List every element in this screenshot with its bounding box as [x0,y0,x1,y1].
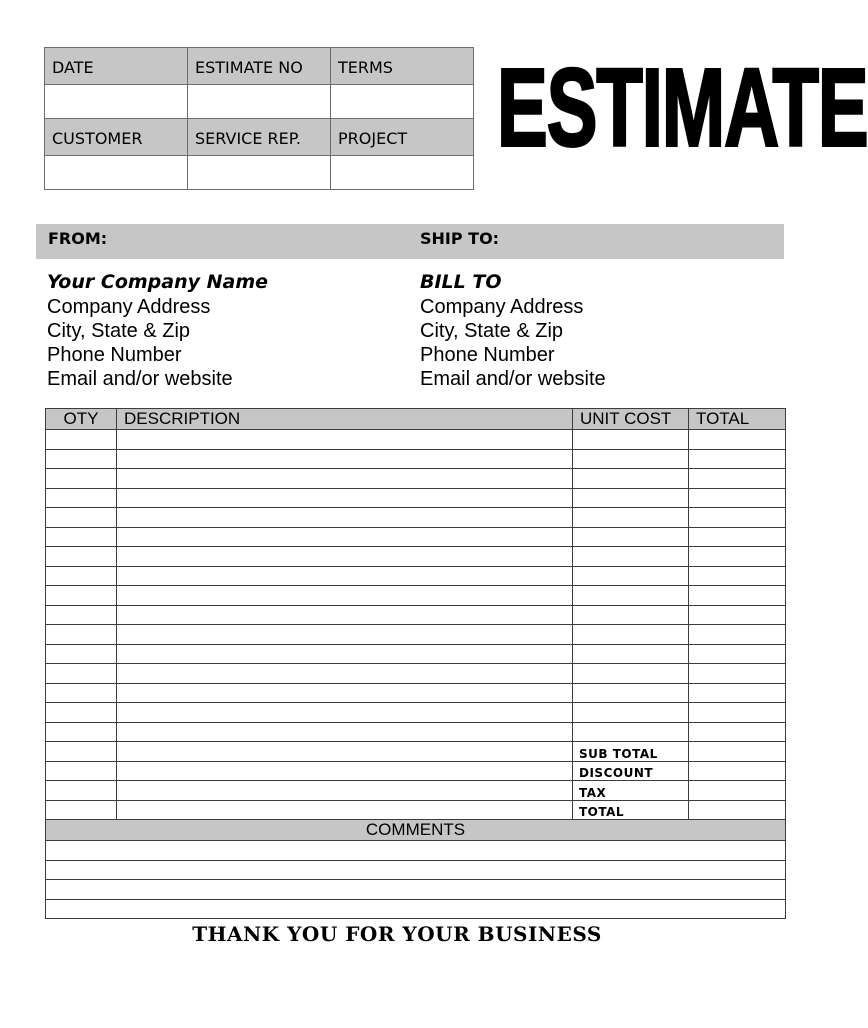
total-cell[interactable] [689,644,786,664]
table-row [46,469,786,489]
qty-cell[interactable] [46,469,117,489]
unit-cost-cell[interactable] [573,683,689,703]
description-cell[interactable] [117,703,573,723]
address-header-band [36,224,784,259]
total-cell[interactable] [689,703,786,723]
unit-cost-cell[interactable] [573,508,689,528]
info-value-row-2 [45,156,474,190]
service-rep-label: SERVICE REP. [188,119,331,156]
description-cell[interactable] [117,488,573,508]
total-cell[interactable] [689,742,786,762]
table-row [46,566,786,586]
unit-cost-cell[interactable] [573,430,689,450]
description-cell[interactable] [117,586,573,606]
unit-cost-cell[interactable] [573,527,689,547]
terms-label: TERMS [331,48,474,85]
bill-to-address-block [420,270,606,391]
qty-cell[interactable] [46,527,117,547]
description-column-header: DESCRIPTION [117,409,573,430]
qty-cell[interactable] [46,488,117,508]
comment-field[interactable] [46,899,786,919]
qty-cell[interactable] [46,566,117,586]
qty-cell[interactable] [46,703,117,723]
total-cell[interactable] [689,469,786,489]
qty-cell[interactable] [46,742,117,762]
unit-cost-cell[interactable] [573,566,689,586]
qty-cell[interactable] [46,800,117,820]
table-row [46,722,786,742]
total-cell[interactable] [689,547,786,567]
description-cell[interactable] [117,664,573,684]
estimate-info-table [44,47,474,190]
customer-field[interactable] [45,156,188,190]
qty-cell[interactable] [46,664,117,684]
description-cell[interactable] [117,527,573,547]
info-header-row-1 [45,48,474,85]
total-cell[interactable] [689,625,786,645]
description-cell[interactable] [117,761,573,781]
qty-cell[interactable] [46,508,117,528]
qty-cell[interactable] [46,430,117,450]
bill-city-state-zip: City, State & Zip [420,320,564,342]
table-row [46,664,786,684]
page-title: ESTIMATE [497,46,868,170]
project-field[interactable] [331,156,474,190]
items-header-row [46,409,786,430]
total-cell[interactable] [689,430,786,450]
unit-cost-column-header: UNIT COST [573,409,689,430]
description-cell[interactable] [117,449,573,469]
table-row [46,449,786,469]
table-row [46,683,786,703]
description-cell[interactable] [117,469,573,489]
ship-to-label: SHIP TO: [420,229,500,248]
table-row [46,800,786,820]
customer-label: CUSTOMER [45,119,188,156]
unit-cost-cell[interactable] [573,644,689,664]
info-header-row-2 [45,119,474,156]
description-cell[interactable] [117,547,573,567]
comment-line [46,841,786,861]
total-cell[interactable] [689,508,786,528]
bill-to-heading: BILL TO [420,271,502,293]
description-cell[interactable] [117,683,573,703]
total-cell[interactable] [689,722,786,742]
description-cell[interactable] [117,644,573,664]
total-cell[interactable] [689,800,786,820]
total-cell[interactable] [689,664,786,684]
summary-label: TOTAL [573,800,689,820]
total-cell[interactable] [689,781,786,801]
total-cell[interactable] [689,566,786,586]
from-phone: Phone Number [47,344,182,366]
unit-cost-cell[interactable] [573,547,689,567]
total-cell[interactable] [689,449,786,469]
table-row [46,547,786,567]
project-label: PROJECT [331,119,474,156]
description-cell[interactable] [117,800,573,820]
unit-cost-cell[interactable] [573,703,689,723]
comments-header-row [46,820,786,841]
qty-cell[interactable] [46,761,117,781]
table-row [46,586,786,606]
description-cell[interactable] [117,508,573,528]
from-city-state-zip: City, State & Zip [47,320,191,342]
from-email: Email and/or website [47,368,233,390]
line-items-table [45,408,786,919]
comment-line [46,860,786,880]
estimate-no-field[interactable] [188,85,331,119]
qty-cell[interactable] [46,547,117,567]
table-row [46,508,786,528]
company-name: Your Company Name [47,271,269,293]
total-cell[interactable] [689,761,786,781]
total-cell[interactable] [689,488,786,508]
table-row [46,527,786,547]
unit-cost-cell[interactable] [573,449,689,469]
date-field[interactable] [45,85,188,119]
comment-line [46,899,786,919]
from-address: Company Address [47,296,211,318]
comments-label: COMMENTS [46,820,786,841]
summary-label: DISCOUNT [573,761,689,781]
total-cell[interactable] [689,683,786,703]
summary-label: SUB TOTAL [573,742,689,762]
table-row [46,488,786,508]
bill-phone: Phone Number [420,344,555,366]
table-row [46,742,786,762]
qty-cell[interactable] [46,644,117,664]
qty-column-header: OTY [46,409,117,430]
qty-cell[interactable] [46,586,117,606]
from-label: FROM: [48,229,108,248]
table-row [46,430,786,450]
qty-cell[interactable] [46,625,117,645]
unit-cost-cell[interactable] [573,488,689,508]
date-label: DATE [45,48,188,85]
description-cell[interactable] [117,742,573,762]
total-cell[interactable] [689,586,786,606]
total-cell[interactable] [689,527,786,547]
table-row [46,644,786,664]
description-cell[interactable] [117,781,573,801]
table-row [46,781,786,801]
comment-field[interactable] [46,880,786,900]
description-cell[interactable] [117,430,573,450]
thank-you-message: THANK YOU FOR YOUR BUSINESS [192,922,602,946]
unit-cost-cell[interactable] [573,586,689,606]
info-value-row-1 [45,85,474,119]
total-cell[interactable] [689,605,786,625]
terms-field[interactable] [331,85,474,119]
estimate-no-label: ESTIMATE NO [188,48,331,85]
comment-field[interactable] [46,860,786,880]
qty-cell[interactable] [46,722,117,742]
table-row [46,761,786,781]
unit-cost-cell[interactable] [573,469,689,489]
summary-label: TAX [573,781,689,801]
total-column-header: TOTAL [689,409,786,430]
unit-cost-cell[interactable] [573,664,689,684]
description-cell[interactable] [117,566,573,586]
from-address-block [47,270,268,391]
unit-cost-cell[interactable] [573,625,689,645]
comment-field[interactable] [46,841,786,861]
table-row [46,605,786,625]
description-cell[interactable] [117,605,573,625]
qty-cell[interactable] [46,449,117,469]
qty-cell[interactable] [46,781,117,801]
comment-line [46,880,786,900]
description-cell[interactable] [117,625,573,645]
unit-cost-cell[interactable] [573,605,689,625]
bill-address: Company Address [420,296,584,318]
service-rep-field[interactable] [188,156,331,190]
bill-email: Email and/or website [420,368,606,390]
table-row [46,625,786,645]
table-row [46,703,786,723]
unit-cost-cell[interactable] [573,722,689,742]
qty-cell[interactable] [46,605,117,625]
description-cell[interactable] [117,722,573,742]
qty-cell[interactable] [46,683,117,703]
